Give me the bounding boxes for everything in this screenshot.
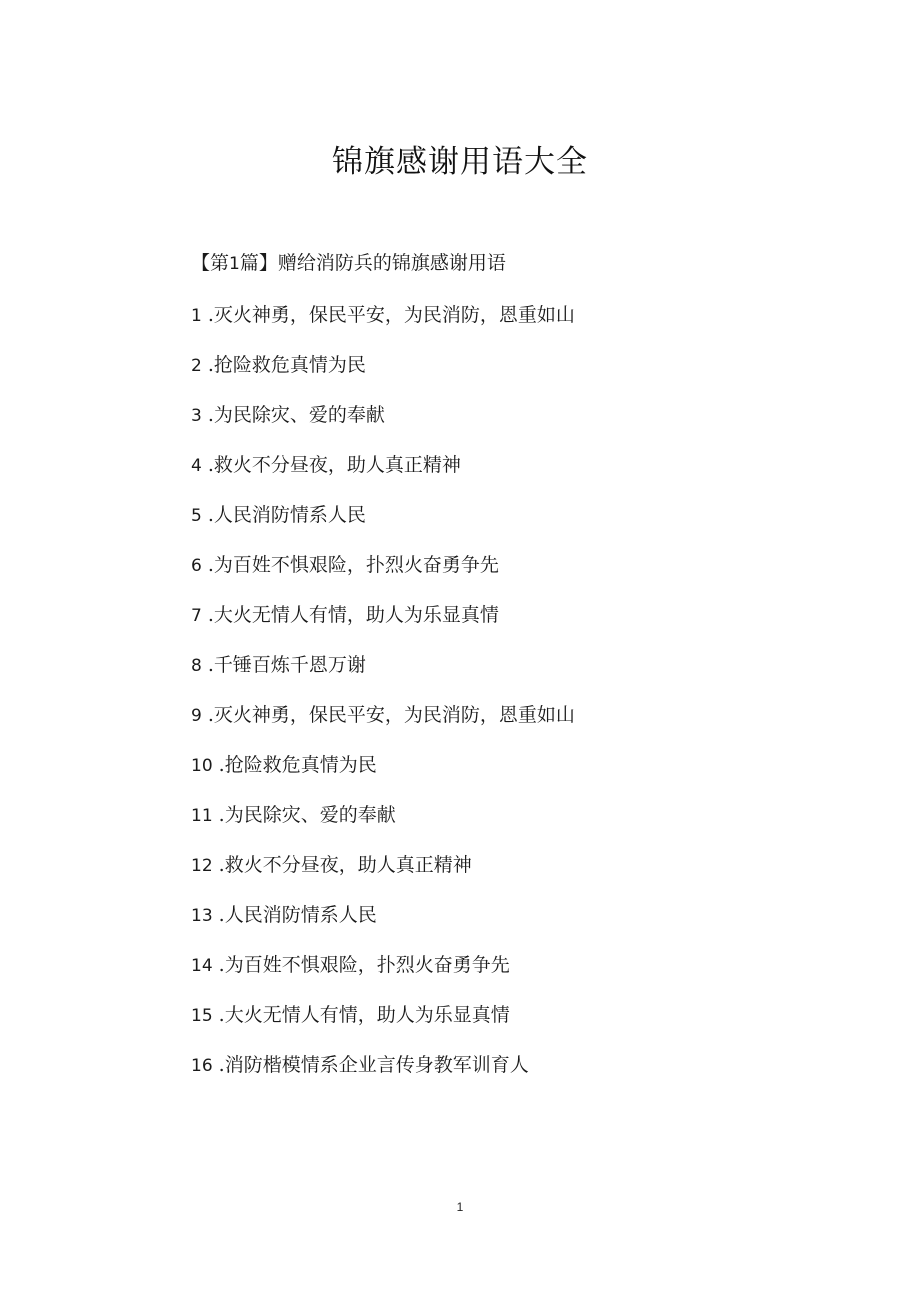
item-text: 抢险救危真情为民 [224, 754, 377, 776]
item-number: 2 [191, 356, 202, 376]
section-heading-prefix: 【第 [191, 252, 230, 274]
item-text: 人民消防情系人民 [213, 504, 366, 526]
item-number: 5 [191, 506, 202, 526]
item-number: 4 [191, 456, 202, 476]
item-number: 1 [191, 306, 202, 326]
item-number: 12 [191, 856, 213, 876]
list-item: 14 .为百姓不惧艰险，扑烈火奋勇争先 [191, 954, 510, 976]
list-item: 5 .人民消防情系人民 [191, 504, 366, 526]
item-number: 13 [191, 906, 213, 926]
page-number: 1 [456, 1200, 464, 1214]
item-text: 人民消防情系人民 [224, 904, 377, 926]
page-title: 锦旗感谢用语大全 [332, 144, 588, 180]
item-text: 为百姓不惧艰险，扑烈火奋勇争先 [213, 554, 499, 576]
item-text: 救火不分昼夜，助人真正精神 [224, 854, 472, 876]
list-item: 3 .为民除灾、爱的奉献 [191, 404, 385, 426]
list-item: 12 .救火不分昼夜，助人真正精神 [191, 854, 472, 876]
item-text: 消防楷模情系企业言传身教军训育人 [224, 1054, 529, 1076]
item-number: 10 [191, 756, 213, 776]
item-number: 7 [191, 606, 202, 626]
list-item: 8 .千锤百炼千恩万谢 [191, 654, 366, 676]
item-number: 11 [191, 806, 213, 826]
item-text: 为民除灾、爱的奉献 [213, 404, 385, 426]
list-item: 7 .大火无情人有情，助人为乐显真情 [191, 604, 499, 626]
document-body [191, 250, 591, 1102]
item-number: 6 [191, 556, 202, 576]
item-number: 9 [191, 706, 202, 726]
item-number: 15 [191, 1006, 213, 1026]
item-number: 14 [191, 956, 213, 976]
list-item: 16 .消防楷模情系企业言传身教军训育人 [191, 1054, 529, 1076]
item-text: 为民除灾、爱的奉献 [224, 804, 396, 826]
list-item: 2 .抢险救危真情为民 [191, 354, 366, 376]
list-item: 9 .灭火神勇，保民平安，为民消防，恩重如山 [191, 704, 575, 726]
list-item: 1 .灭火神勇，保民平安，为民消防，恩重如山 [191, 304, 575, 326]
item-text: 大火无情人有情，助人为乐显真情 [213, 604, 499, 626]
item-text: 抢险救危真情为民 [213, 354, 366, 376]
item-text: 千锤百炼千恩万谢 [213, 654, 366, 676]
item-text: 救火不分昼夜，助人真正精神 [213, 454, 461, 476]
list-item: 6 .为百姓不惧艰险，扑烈火奋勇争先 [191, 554, 499, 576]
section-number: 1 [229, 254, 240, 274]
item-text: 大火无情人有情，助人为乐显真情 [224, 1004, 510, 1026]
item-number: 16 [191, 1056, 213, 1076]
list-item: 4 .救火不分昼夜，助人真正精神 [191, 454, 461, 476]
list-item: 15 .大火无情人有情，助人为乐显真情 [191, 1004, 510, 1026]
item-text: 灭火神勇，保民平安，为民消防，恩重如山 [213, 704, 575, 726]
item-text: 为百姓不惧艰险，扑烈火奋勇争先 [224, 954, 510, 976]
item-number: 3 [191, 406, 202, 426]
list-item: 10 .抢险救危真情为民 [191, 754, 377, 776]
section-heading-suffix: 篇】赠给消防兵的锦旗感谢用语 [239, 252, 506, 274]
item-text: 灭火神勇，保民平安，为民消防，恩重如山 [213, 304, 575, 326]
item-number: 8 [191, 656, 202, 676]
list-item: 13 .人民消防情系人民 [191, 904, 377, 926]
section-heading [191, 250, 591, 277]
list-item: 11 .为民除灾、爱的奉献 [191, 804, 396, 826]
